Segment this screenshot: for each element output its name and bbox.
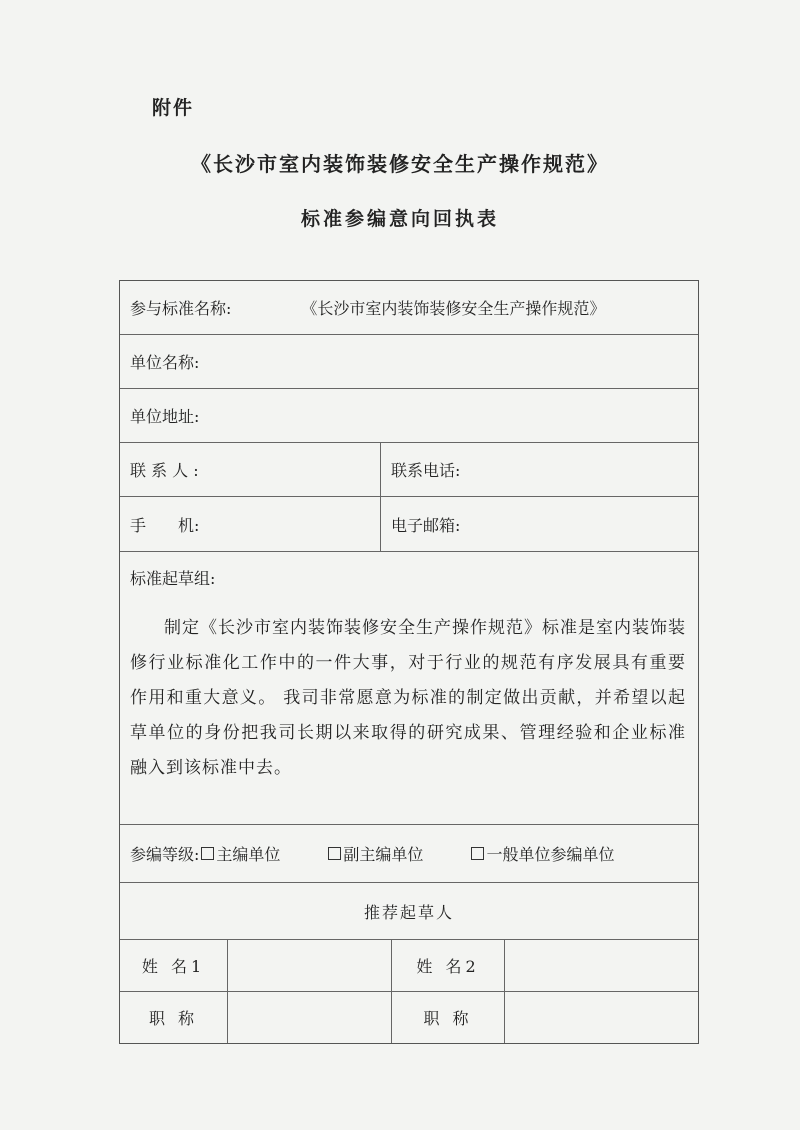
phone-label: 联系电话:: [391, 461, 461, 480]
document-subtitle: 标准参编意向回执表: [300, 208, 499, 230]
title2-label: 职 称: [392, 992, 505, 1043]
email-field[interactable]: [381, 497, 698, 551]
standard-name-row: [120, 281, 698, 335]
name1-label: 姓 名1: [120, 940, 228, 991]
drafting-paragraph: 制定《长沙市室内装饰装修安全生产操作规范》标准是室内装饰装修行业标准化工作中的一件大事，对于行业的规范有序发展具有重要作用和重大意义。 我司非常愿意为标准的制定做出贡献，并希望以起草单位的身份把我司长期以来取得的研究成果、管理经验和企业标准融入到该标准中去。: [130, 618, 686, 778]
mobile-row: [120, 497, 698, 552]
name2-label: 姓 名2: [392, 940, 505, 991]
contact-field[interactable]: [120, 443, 381, 496]
title2-field[interactable]: [505, 992, 698, 1043]
unit-address-label: 单位地址:: [130, 407, 200, 426]
checkbox-icon[interactable]: [471, 847, 484, 860]
level-option-label: 副主编单位: [343, 845, 424, 864]
recommend-header-row: [120, 883, 698, 940]
unit-address-row: [120, 389, 698, 443]
level-option-chief[interactable]: [201, 842, 280, 865]
standard-name-label: 参与标准名称:: [130, 299, 232, 318]
level-option-deputy[interactable]: [328, 842, 423, 865]
title1-field[interactable]: [228, 992, 392, 1043]
level-row: [120, 825, 698, 883]
recommend-header: 推荐起草人: [363, 902, 454, 922]
title1-label: 职 称: [120, 992, 228, 1043]
name-row: [120, 940, 698, 992]
contact-row: [120, 443, 698, 497]
unit-name-row: [120, 335, 698, 389]
checkbox-icon[interactable]: [328, 847, 341, 860]
document-title: 《长沙市室内装饰装修安全生产操作规范》: [191, 152, 609, 176]
title-row: [120, 992, 698, 1043]
level-option-label: 主编单位: [216, 845, 281, 864]
drafting-group-row: [120, 552, 698, 825]
unit-address-field[interactable]: [120, 389, 698, 442]
phone-field[interactable]: [381, 443, 698, 496]
standard-name-value: 《长沙市室内装饰装修安全生产操作规范》: [301, 299, 606, 318]
receipt-form: [119, 280, 699, 1044]
drafting-group-label: 标准起草组:: [130, 569, 216, 588]
level-option-label: 一般单位参编单位: [486, 845, 615, 864]
level-option-general[interactable]: [471, 842, 614, 865]
name1-field[interactable]: [228, 940, 392, 991]
mobile-field[interactable]: [120, 497, 381, 551]
email-label: 电子邮箱:: [391, 515, 461, 535]
contact-label: 联 系 人 :: [130, 461, 199, 480]
unit-name-field[interactable]: [120, 335, 698, 388]
checkbox-icon[interactable]: [201, 847, 214, 860]
mobile-label: 手 机:: [130, 515, 200, 535]
unit-name-label: 单位名称:: [130, 353, 200, 372]
attachment-label: 附件: [152, 97, 195, 119]
level-label: 参编等级:: [130, 845, 200, 864]
name2-field[interactable]: [505, 940, 698, 991]
